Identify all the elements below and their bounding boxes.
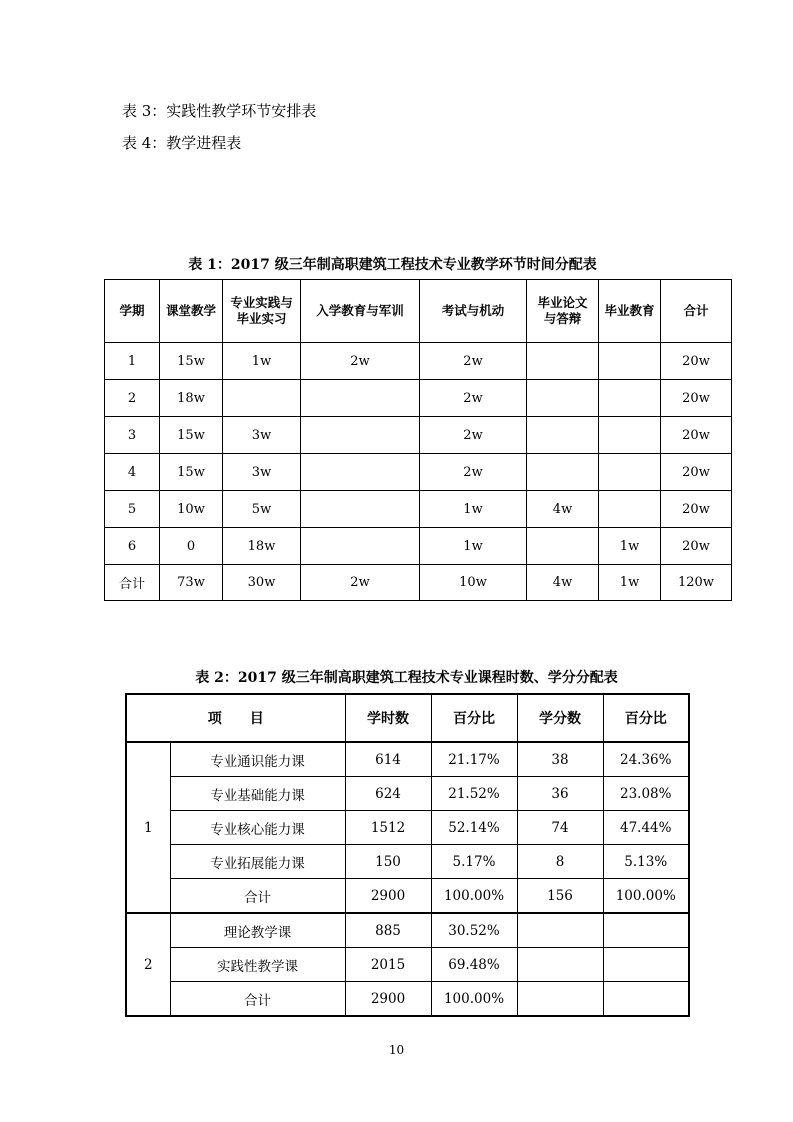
table2-cell: 24.36% (603, 742, 689, 777)
table2-cell: 52.14% (431, 811, 517, 845)
table1-cell: 30w (223, 565, 301, 601)
table1-cell: 合计 (105, 565, 160, 601)
table1-cell: 3w (223, 417, 301, 454)
table1-row (105, 380, 732, 417)
table1-cell: 10w (160, 491, 223, 528)
table2-cell: 专业通识能力课 (170, 742, 345, 777)
table2-cell (517, 982, 603, 1017)
table1-cell: 2w (301, 343, 420, 380)
table2-cell: 理论教学课 (170, 913, 345, 948)
table1-cell (527, 380, 599, 417)
table1-cell: 3 (105, 417, 160, 454)
table2-cell: 47.44% (603, 811, 689, 845)
table1-cell: 3w (223, 454, 301, 491)
table1-cell: 6 (105, 528, 160, 565)
table1-cell: 4w (527, 491, 599, 528)
table2-cell: 614 (345, 742, 431, 777)
table1-cell: 15w (160, 417, 223, 454)
table1-cell (527, 454, 599, 491)
table1-cell: 20w (661, 380, 732, 417)
table1-cell (301, 380, 420, 417)
table1-cell: 10w (420, 565, 527, 601)
table1-cell (301, 528, 420, 565)
table2-group-label: 2 (126, 913, 170, 1016)
table1-row (105, 528, 732, 565)
table1-cell: 5 (105, 491, 160, 528)
table1-cell: 2w (420, 454, 527, 491)
table2-cell: 合计 (170, 879, 345, 914)
table2-cell: 150 (345, 845, 431, 879)
table1-header-cell: 考试与机动 (420, 280, 527, 343)
table2-cell: 实践性教学课 (170, 948, 345, 982)
table1-cell (301, 417, 420, 454)
table1-cell (599, 491, 661, 528)
table2-cell: 69.48% (431, 948, 517, 982)
table1-cell (527, 417, 599, 454)
table2-cell (517, 948, 603, 982)
table1-cell: 20w (661, 343, 732, 380)
table2-cell: 100.00% (431, 879, 517, 914)
table2-row (126, 845, 689, 879)
table2-caption: 表 2：2017 级三年制高职建筑工程技术专业课程时数、学分分配表 (195, 670, 618, 686)
table1-row (105, 454, 732, 491)
intro-line-table4: 表 4：教学进程表 (122, 134, 242, 152)
table1-cell: 18w (160, 380, 223, 417)
table2-cell (603, 948, 689, 982)
table2-header-cell: 项 目 (126, 694, 345, 742)
table1-cell (599, 343, 661, 380)
table2-cell: 624 (345, 777, 431, 811)
table2-cell: 38 (517, 742, 603, 777)
table1-header-cell: 入学教育与军训 (301, 280, 420, 343)
table2-cell: 2900 (345, 879, 431, 914)
table1-cell: 20w (661, 491, 732, 528)
table2-cell: 专业核心能力课 (170, 811, 345, 845)
table2-cell: 合计 (170, 982, 345, 1017)
table1-cell: 120w (661, 565, 732, 601)
table1-cell: 5w (223, 491, 301, 528)
time-allocation-table (104, 279, 732, 601)
table2-cell: 2900 (345, 982, 431, 1017)
table2-row (126, 948, 689, 982)
table1-row (105, 343, 732, 380)
table2-header-cell: 学时数 (345, 694, 431, 742)
table1-cell: 1w (599, 528, 661, 565)
table2-cell: 885 (345, 913, 431, 948)
table1-cell (599, 380, 661, 417)
table2-cell: 专业基础能力课 (170, 777, 345, 811)
table1-cell: 1w (420, 528, 527, 565)
table1-cell: 18w (223, 528, 301, 565)
table2-cell (517, 913, 603, 948)
table2-header-cell: 学分数 (517, 694, 603, 742)
table1-header-row (105, 280, 732, 343)
table1-cell: 4 (105, 454, 160, 491)
table2-cell: 36 (517, 777, 603, 811)
table2-row (126, 777, 689, 811)
table1-cell: 20w (661, 454, 732, 491)
table1-cell (599, 454, 661, 491)
table1-cell (599, 417, 661, 454)
table1-row (105, 565, 732, 601)
table2-cell: 23.08% (603, 777, 689, 811)
table1-cell (301, 454, 420, 491)
table2-cell (603, 913, 689, 948)
table1-cell: 4w (527, 565, 599, 601)
table2-cell: 156 (517, 879, 603, 914)
table1-cell: 15w (160, 343, 223, 380)
table1-cell: 2w (301, 565, 420, 601)
table1-row (105, 417, 732, 454)
table1-header-cell: 毕业教育 (599, 280, 661, 343)
page-number: 10 (388, 1043, 405, 1057)
table2-header-row (126, 694, 689, 742)
table1-cell: 73w (160, 565, 223, 601)
table1-cell (301, 491, 420, 528)
hours-credits-table (125, 693, 690, 1017)
table1-row (105, 491, 732, 528)
table1-cell: 2w (420, 380, 527, 417)
table1-caption: 表 1：2017 级三年制高职建筑工程技术专业教学环节时间分配表 (188, 257, 597, 273)
table2-row (126, 879, 689, 914)
table2-cell: 100.00% (603, 879, 689, 914)
table2-row (126, 913, 689, 948)
table2-cell: 5.17% (431, 845, 517, 879)
table2-cell: 74 (517, 811, 603, 845)
table2-cell: 8 (517, 845, 603, 879)
table1-header-cell: 毕业论文 与答辩 (527, 280, 599, 343)
table1-cell: 20w (661, 528, 732, 565)
table1-cell: 1w (420, 491, 527, 528)
table2-cell: 1512 (345, 811, 431, 845)
table1-cell (527, 343, 599, 380)
table1-cell: 20w (661, 417, 732, 454)
table1-cell: 2w (420, 417, 527, 454)
intro-line-table3: 表 3：实践性教学环节安排表 (122, 102, 317, 120)
table2-cell: 专业拓展能力课 (170, 845, 345, 879)
table2-header-cell: 百分比 (603, 694, 689, 742)
table1-header-cell: 课堂教学 (160, 280, 223, 343)
table2-cell: 21.17% (431, 742, 517, 777)
table1-cell: 15w (160, 454, 223, 491)
table2-header-cell: 百分比 (431, 694, 517, 742)
table1-header-cell: 合计 (661, 280, 732, 343)
table2-cell: 2015 (345, 948, 431, 982)
table1-header-cell: 学期 (105, 280, 160, 343)
table1-cell: 1w (223, 343, 301, 380)
table2-cell (603, 982, 689, 1017)
table2-row (126, 811, 689, 845)
table2-row (126, 742, 689, 777)
table1-cell (527, 528, 599, 565)
table2-cell: 21.52% (431, 777, 517, 811)
table1-cell: 2 (105, 380, 160, 417)
table2-row (126, 982, 689, 1017)
table2-group-label: 1 (126, 742, 170, 913)
table1-cell: 1 (105, 343, 160, 380)
table1-cell: 0 (160, 528, 223, 565)
table1-cell (223, 380, 301, 417)
table2-cell: 100.00% (431, 982, 517, 1017)
table2-cell: 30.52% (431, 913, 517, 948)
table1-cell: 1w (599, 565, 661, 601)
table1-cell: 2w (420, 343, 527, 380)
table1-header-cell: 专业实践与 毕业实习 (223, 280, 301, 343)
table2-cell: 5.13% (603, 845, 689, 879)
